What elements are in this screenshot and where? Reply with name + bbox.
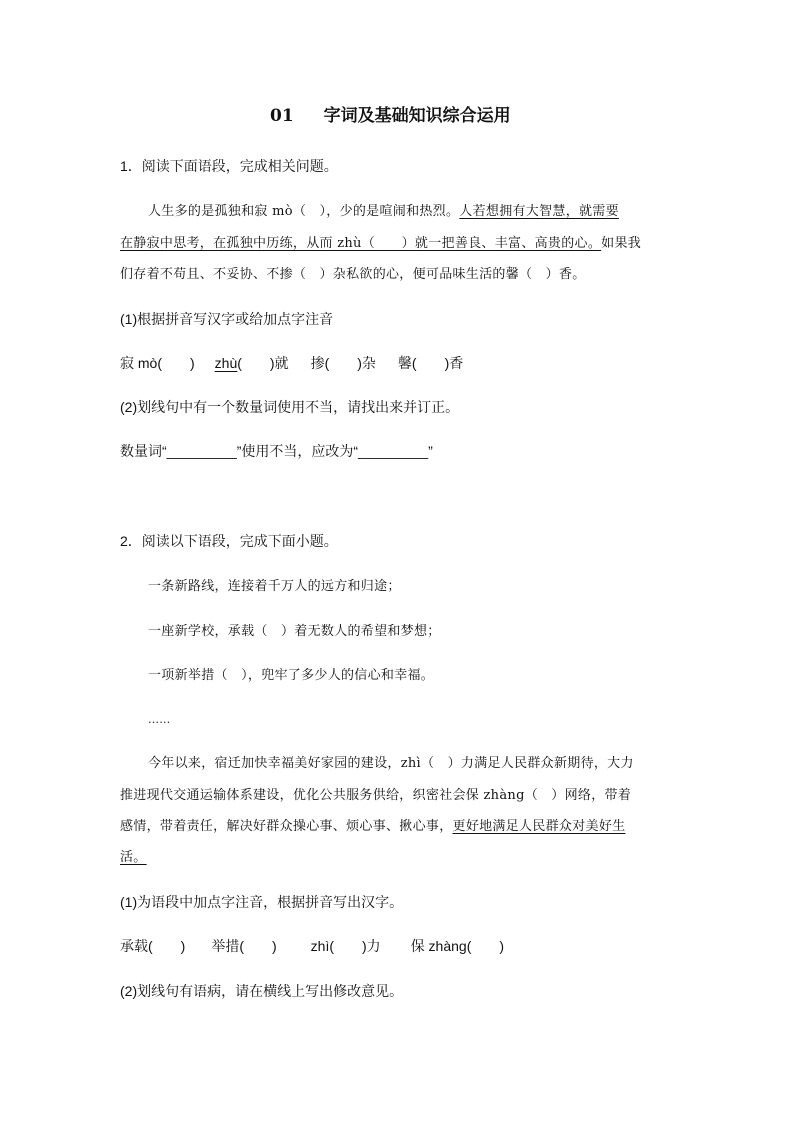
q2-ellipsis: …… [148, 713, 171, 726]
q2-para-line-1: 今年以来，宿迁加快幸福美好家园的建设，zhì（ ）力满足人民群众新期待，大力 [148, 756, 634, 771]
q2-para-line-4 [120, 848, 147, 868]
q2-underlined-sentence-cont: 活。 [120, 850, 147, 865]
answer-blank-chengzai: 承载( ) [120, 938, 186, 954]
q1-sub1-answer-row [120, 353, 463, 373]
q2-sub-question-2: (2)划线句有语病，请在横线上写出修改意见。 [120, 983, 404, 999]
q2-para-line-2: 推进现代交通运输体系建设，优化公共服务供给，织密社会保 zhàng（ ）网络，带着 [120, 788, 632, 803]
answer-blank-zhu: ( )就 [237, 355, 289, 371]
q2-verse-line-3: 一项新举措（ ），兜牢了多少人的信心和幸福。 [148, 668, 435, 683]
q1-sub2-fill-line: 数量词“_________”使用不当，应改为“_________” [120, 443, 433, 459]
q1-underlined-sentence-cont: 在静寂中思考，在孤独中历练，从而 zhù（ ）就一把善良、丰富、高贵的心。 [120, 236, 602, 251]
q1-sub-question-2: (2)划线句中有一个数量词使用不当，请找出来并订正。 [120, 399, 460, 415]
answer-blank-chan: 掺( )杂 [310, 355, 376, 371]
q1-passage-line-2 [120, 234, 641, 254]
q1-passage-text: 人生多的是孤独和寂 mò（ ），少的是喧闹和热烈。 [148, 204, 460, 219]
question-1-stem: 1．阅读下面语段，完成相关问题。 [120, 158, 338, 174]
answer-word-zhu: zhù [214, 355, 238, 371]
answer-blank-jucuo: 举措( ) [211, 938, 277, 954]
title-number: 01 [270, 106, 294, 126]
page-title [270, 106, 511, 126]
answer-blank-xin: 馨( )香 [397, 355, 464, 371]
q2-verse-line-1: 一条新路线，连接着千万人的远方和归途； [148, 579, 401, 594]
q2-verse-line-2: 一座新学校，承载（ ）着无数人的希望和梦想； [148, 624, 441, 639]
answer-blank-zhang: 保 zhàng( ) [410, 938, 505, 954]
q1-underlined-sentence: 人若想拥有大智慧，就需要 [459, 204, 619, 219]
q1-passage-text: 如果我 [601, 236, 642, 251]
q2-sub-question-1: (1)为语段中加点字注音，根据拼音写出汉字。 [120, 894, 404, 910]
q1-passage-line-3: 们存着不苟且、不妥协、不掺（ ）杂私欲的心，便可品味生活的馨（ ）香。 [120, 267, 586, 282]
q2-para-line-3 [120, 817, 625, 837]
answer-blank-jimo: 寂 mò( ) [120, 355, 195, 371]
answer-blank-zhi: zhì( )力 [310, 938, 381, 954]
q2-underlined-sentence: 更好地满足人民群众对美好生 [452, 819, 626, 834]
q1-passage-line-1 [148, 202, 619, 222]
q2-para-text: 感情，带着责任，解决好群众操心事、烦心事、揪心事， [120, 819, 453, 834]
q1-sub-question-1: (1)根据拼音写汉字或给加点字注音 [120, 311, 334, 327]
q2-sub1-answer-row [120, 936, 504, 956]
title-text: 字词及基础知识综合运用 [323, 106, 511, 126]
question-2-stem: 2．阅读以下语段，完成下面小题。 [120, 533, 338, 549]
